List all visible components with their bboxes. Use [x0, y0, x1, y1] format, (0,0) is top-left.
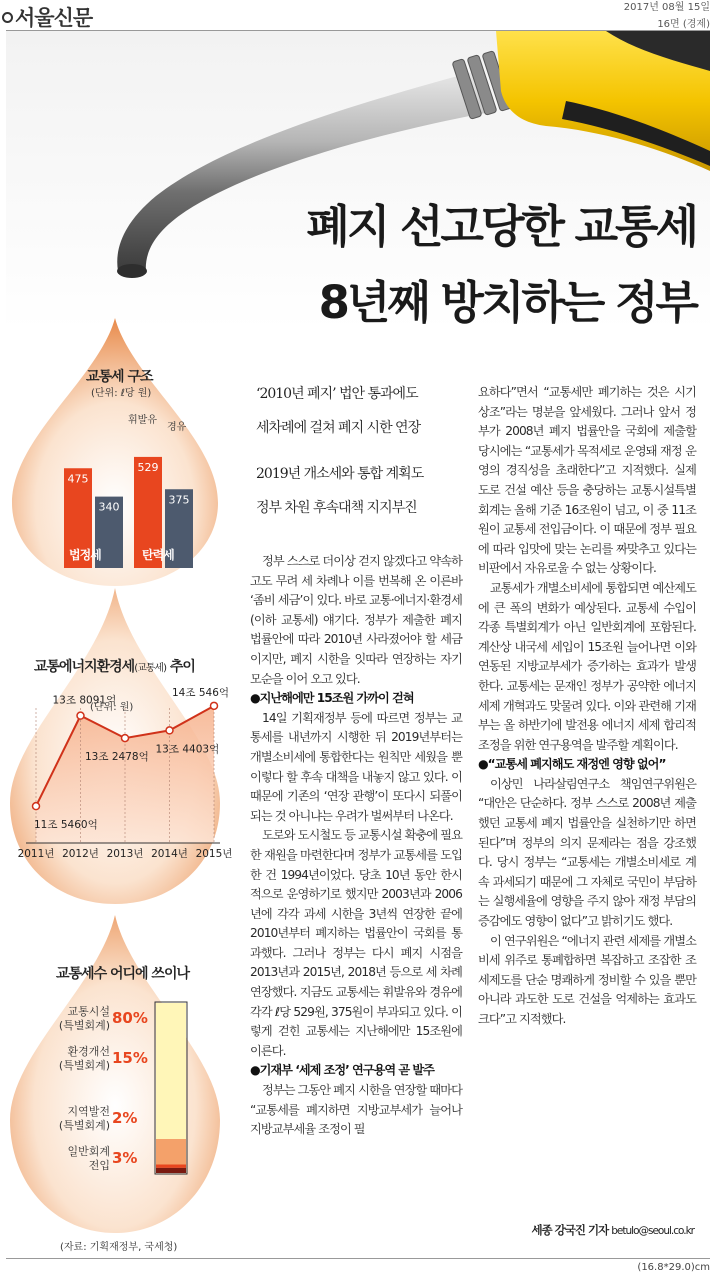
- usage-segment-1: [156, 1139, 186, 1165]
- usage-segment-3: [156, 1168, 186, 1173]
- usage-item-percent: 80%: [112, 1009, 148, 1027]
- paragraph: 정부 스스로 더이상 걷지 않겠다고 약속하고도 무려 세 차례나 이를 번복해 온 이른바 ‘좀비 세금’이 있다. 바로 교통·에너지·환경세(이하 교통세) 얘기다. 정부가 제출한 폐지 법률안에 따라 2010년 사라졌어야 할 세금이지만, 폐지 시한을 잇따라 연장하는 자기모순을 이어 오고 있다.: [250, 554, 462, 686]
- bar-value-label: 340: [98, 500, 120, 514]
- source-note: (자료: 기획재정부, 국세청): [60, 1242, 178, 1253]
- usage-item-percent: 3%: [112, 1149, 138, 1167]
- trend-value-label: 14조 546억: [172, 686, 230, 699]
- publication-page: 16면 (경제): [657, 19, 710, 30]
- paragraph: 이상민 나라살림연구소 책임연구위원은 “대안은 단순하다. 정부 스스로 2008년 제출했던 교통세 폐지 법률안을 실천하기만 하면 된다”며 정부의 의지 문제라는 점을 강조했다. 당시 정부는 “교통세는 개별소비세로 계속 과세되기 때문에 그 자체로 국민이 부담하는 실행세율에 영향을 주지 않아 재정 부담의 증감에도 영향이 없다”고 밝히기도 했다.: [478, 776, 696, 929]
- paragraph: 도로와 도시철도 등 교통시설 확충에 필요한 재원을 마련한다며 정부가 교통세를 도입한 건 1994년이었다. 당초 10년 동안 한시적으로 운영하기로 했지만 2003년과 2006년에 각각 과세 시한을 3년씩 연장한 끝에 2010년부터 폐지하는 법률안이 국회를 통과했다. 그러나 정부는 다시 폐지 시점을 2013년과 2015년, 2018년 등으로 세 차례 연장했다. 지금도 교통세는 휘발유와 경유에 각각 ℓ당 529원, 375원이 부과되고 있다. 이렇게 걷힌 교통세는 지난해에만 15조원에 이른다.: [250, 828, 462, 1058]
- group-label-flexible: 탄력세: [142, 548, 174, 562]
- usage-item-subname: (특별회계): [58, 1119, 110, 1132]
- paragraph: 요하다”면서 “교통세만 폐기하는 것은 시기상조”라는 명분을 앞세웠다. 그러나 앞서 정부가 2008년 폐지 법률안을 국회에 제출할 당시에는 “교통세가 목적세로 운영돼 재정 운영의 경직성을 초래한다”고 지적했다. 실제 도로 건설 예산 등을 충당하는 교통시설특별회계는 올해 기준 16조원이 넘고, 이 중 11조원이 교통세 전입금이다. 이 때문에 정부 필요에 따라 입맛에 맞는 논리를 짜맞추고 있다는 비판에서 자유로울 수 없는 상황이다.: [478, 385, 696, 576]
- trend-point: [33, 803, 40, 810]
- usage-item-label: [48, 1005, 110, 1033]
- usage-item-name: 지역발전: [67, 1105, 110, 1118]
- bar-value-label: 375: [168, 493, 190, 507]
- trend-x-tick: 2011년: [17, 848, 55, 860]
- usage-item-name: 일반회계: [67, 1145, 110, 1158]
- subhead-3: 2019년 개소세와 통합 계획도: [256, 466, 424, 482]
- publication-date: 2017년 08월 15일: [623, 2, 710, 13]
- usage-item-name: 교통시설: [67, 1005, 110, 1018]
- masthead-logo-icon: [2, 12, 13, 23]
- usage-item-label: [48, 1105, 110, 1133]
- paragraph: 정부는 그동안 폐지 시한을 연장할 때마다 “교통세를 폐지하면 지방교부세가 늘어나 지방교부세율 조정이 필: [250, 1083, 462, 1137]
- paragraph: 이 연구위원은 “에너지 관련 세제를 개별소비세 위주로 통폐합하면 복잡하고 조잡한 조세제도를 단순 명쾌하게 정비할 수 있을 뿐만 아니라 과도한 도로 건설을 억제하는 효과도 크다”고 지적했다.: [478, 933, 696, 1026]
- usage-item-subname: (특별회계): [58, 1019, 110, 1032]
- usage-item-percent: 2%: [112, 1109, 138, 1127]
- byline: 세종 강국진 기자 betulo@seoul.co.kr: [531, 1223, 694, 1237]
- tax-revenue-trend-graphic: [6, 588, 233, 908]
- trend-value-label: 13조 8091억: [52, 694, 117, 707]
- trend-unit: (단위: 원): [90, 702, 134, 713]
- section-heading: ●“교통세 폐지해도 재정엔 영향 없어”: [478, 757, 666, 772]
- section-heading: ●기재부 ‘세제 조정’ 연구용역 곧 발주: [250, 1063, 434, 1078]
- trend-x-tick: 2015년: [195, 848, 233, 860]
- masthead: 서울신문: [2, 2, 92, 32]
- trend-value-label: 13조 2478억: [85, 751, 149, 764]
- group-label-statutory: 법정세: [69, 548, 101, 562]
- trend-point: [122, 735, 129, 742]
- usage-item-name: 환경개선: [67, 1045, 110, 1058]
- usage-segment-2: [156, 1165, 186, 1168]
- tax-structure-graphic: [6, 318, 224, 588]
- subhead-2: 세차례에 걸쳐 폐지 시한 연장: [256, 420, 421, 436]
- paragraph: 14일 기획재정부 등에 따르면 정부는 교통세를 내년까지 시행한 뒤 2019년부터는 개별소비세에 통합한다는 원칙만 세웠을 뿐 이렇다 할 후속 대책을 내놓지 않고 있다. 이 때문에 기존의 ‘연장 관행’이 또다시 되풀이되는 것 아니냐는 우려가 벌써부터 나온다.: [250, 710, 462, 823]
- trend-value-label: 11조 5460억: [34, 819, 98, 832]
- bar-value-label: 529: [137, 460, 159, 474]
- subhead-1: ‘2010년 폐지’ 법안 통과에도: [256, 386, 418, 402]
- usage-segment-0: [156, 1003, 186, 1139]
- trend-point: [166, 727, 173, 734]
- tax-structure-title: 교통세 구조: [86, 369, 153, 385]
- usage-item-label: [48, 1045, 110, 1073]
- trend-x-tick: 2014년: [151, 848, 188, 860]
- trend-title: 교통에너지환경세(교통세) 추이: [34, 659, 195, 675]
- bar-value-label: 475: [67, 472, 89, 486]
- trend-point: [77, 712, 84, 719]
- clipping-size-note: (16.8*29.0)cm: [637, 1262, 710, 1273]
- tax-usage-graphic: [6, 915, 224, 1235]
- legend-gasoline: 휘발유: [128, 415, 157, 426]
- section-heading: ●지난해에만 15조원 가까이 걷혀: [250, 691, 414, 706]
- trend-value-label: 13조 4403억: [155, 743, 220, 756]
- trend-point: [211, 702, 218, 709]
- usage-item-subname: (특별회계): [58, 1059, 110, 1072]
- trend-x-tick: 2013년: [106, 848, 144, 860]
- subhead-4: 정부 차원 후속대책 지지부진: [256, 500, 417, 516]
- headline-line-2: 8년째 방치하는 정부: [318, 276, 696, 329]
- usage-title: 교통세수 어디에 쓰이나: [56, 966, 189, 982]
- paragraph: 교통세가 개별소비세에 통합되면 예산제도에 큰 폭의 변화가 예상된다. 교통세 수입이 각종 특별회계가 아닌 일반회계에 포함된다. 계산상 내국세 세입이 15조원 늘어나면 이와 연동된 지방교부세가 증가하는 효과가 발생한다. 교통세는 문재인 정부가 공약한 에너지 세제 개혁과도 맞물려 있다. 이와 관련해 기재부는 올 하반기에 발전용 에너지 세제 합리적 조정을 위한 연구용역을 발주할 계획이다.: [478, 580, 696, 752]
- usage-item-label: [48, 1145, 110, 1173]
- footer-rule: [6, 1258, 710, 1259]
- tax-structure-unit: (단위: ℓ당 원): [91, 388, 152, 399]
- usage-item-percent: 15%: [112, 1049, 148, 1067]
- article-column-2: [478, 383, 696, 1030]
- usage-item-subname: 전입: [88, 1159, 110, 1172]
- article-column-1: [250, 552, 462, 1140]
- headline-line-1: 폐지 선고당한 교통세: [306, 200, 696, 253]
- legend-diesel: 경유: [167, 422, 187, 433]
- trend-x-tick: 2012년: [62, 848, 99, 860]
